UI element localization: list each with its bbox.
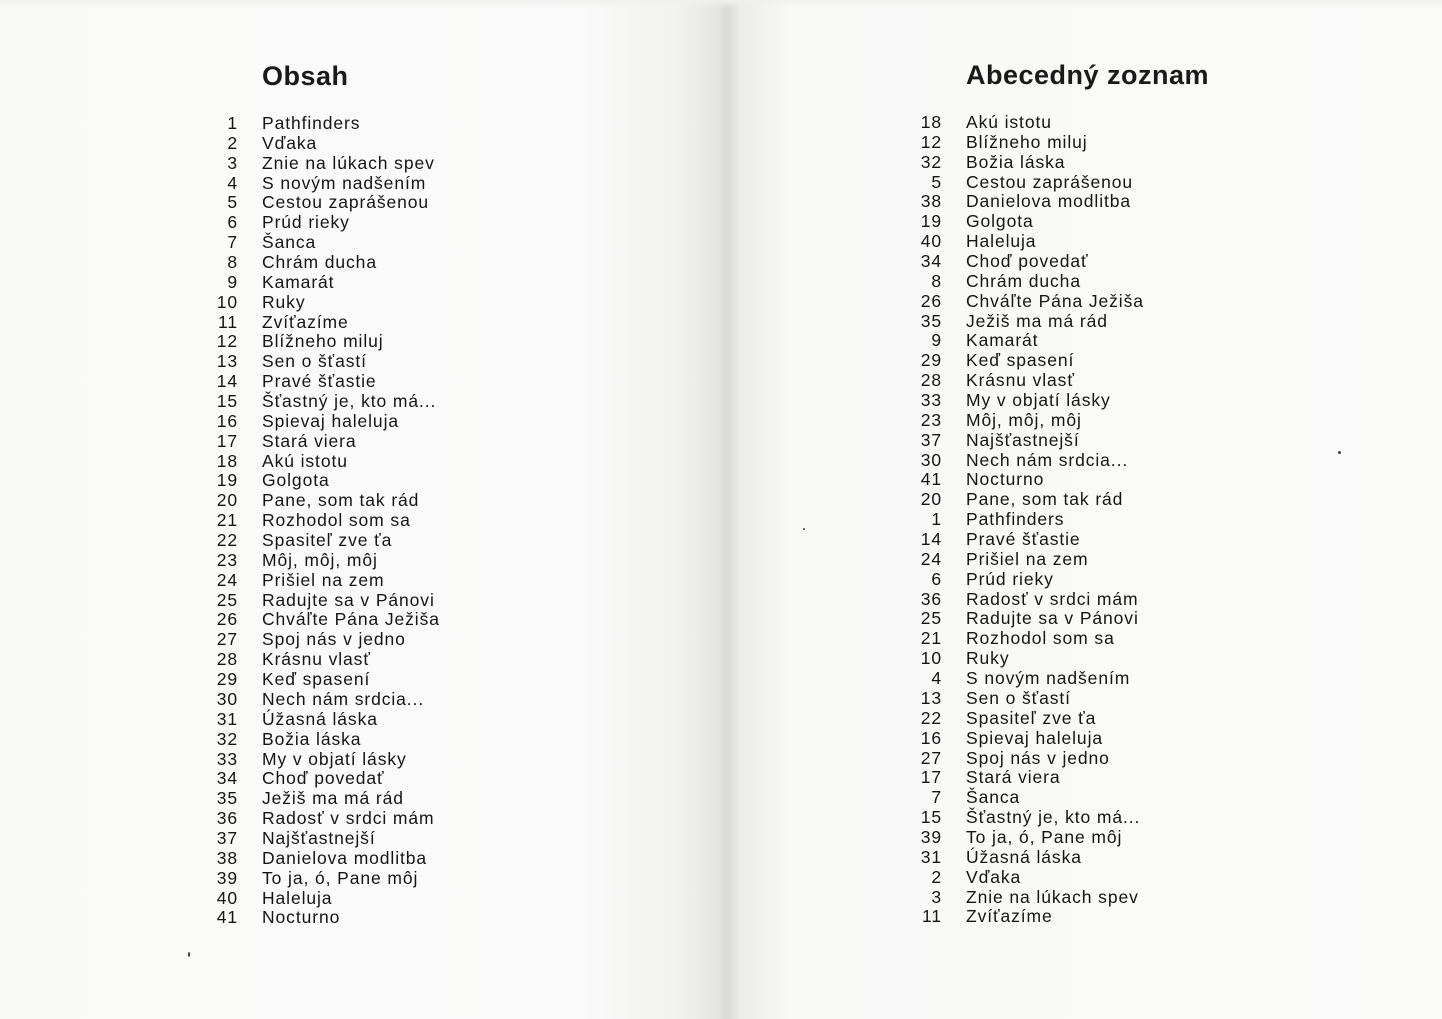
entry-title: Golgota xyxy=(966,211,1034,232)
entry-title: Rozhodol som sa xyxy=(262,510,411,531)
entry-number: 19 xyxy=(216,470,238,491)
entry-row xyxy=(912,133,1144,153)
entry-number: 38 xyxy=(920,191,942,212)
entry-title: Prúd rieky xyxy=(966,568,1054,589)
entry-row xyxy=(912,828,1144,848)
entry-number: 17 xyxy=(920,767,942,788)
entry-number: 36 xyxy=(920,588,942,609)
entry-title: Blížneho miluj xyxy=(262,331,384,352)
entry-title: Pravé šťastie xyxy=(966,529,1081,550)
right-page-alphabetical-index xyxy=(727,0,1442,1019)
entry-row xyxy=(912,252,1144,272)
entry-number: 16 xyxy=(920,727,942,748)
entry-number: 24 xyxy=(216,569,238,590)
entry-title: Vďaka xyxy=(966,866,1022,887)
entry-title: Pane, som tak rád xyxy=(966,489,1124,510)
entry-number: 18 xyxy=(216,450,238,471)
entry-title: Ruky xyxy=(966,648,1010,669)
entry-number: 27 xyxy=(216,629,238,650)
entry-number: 7 xyxy=(227,232,238,253)
entry-title: Danielova modlitba xyxy=(262,847,428,868)
entry-number: 14 xyxy=(920,529,942,550)
entry-row xyxy=(912,113,1144,133)
alphabetical-index-list xyxy=(912,113,1144,927)
entry-row xyxy=(912,848,1144,868)
entry-title: Kamarát xyxy=(966,330,1039,351)
entry-title: Ruky xyxy=(262,291,306,312)
entry-row xyxy=(912,431,1144,451)
entry-title: Keď spasení xyxy=(966,350,1075,371)
entry-title: Haleluja xyxy=(262,887,333,908)
entry-row xyxy=(912,232,1144,252)
entry-title: Chrám ducha xyxy=(262,252,377,273)
entry-title: Ježiš ma má rád xyxy=(262,788,404,809)
alphabetical-index-heading: Abecedný zoznam xyxy=(966,60,1210,90)
entry-row xyxy=(912,331,1144,351)
entry-row xyxy=(912,888,1144,908)
entry-row xyxy=(200,174,440,194)
entry-title: Pane, som tak rád xyxy=(262,490,420,511)
entry-title: Chváľte Pána Ježiša xyxy=(262,609,440,630)
entry-row xyxy=(200,551,440,571)
entry-title: Znie na lúkach spev xyxy=(966,886,1139,907)
entry-row xyxy=(200,630,440,650)
entry-row xyxy=(912,530,1144,550)
entry-number: 39 xyxy=(216,867,238,888)
entry-row xyxy=(912,173,1144,193)
entry-title: Božia láska xyxy=(262,728,362,749)
entry-number: 15 xyxy=(216,391,238,412)
entry-row xyxy=(200,610,440,630)
entry-row xyxy=(200,889,440,909)
entry-title: Radujte sa v Pánovi xyxy=(966,608,1139,629)
entry-row xyxy=(200,332,440,352)
entry-title: Nocturno xyxy=(262,907,341,928)
entry-number: 12 xyxy=(216,331,238,352)
entry-title: Úžasná láska xyxy=(966,846,1082,867)
entry-title: Cestou zaprášenou xyxy=(262,192,430,213)
entry-number: 28 xyxy=(920,370,942,391)
entry-number: 34 xyxy=(216,768,238,789)
entry-title: Chváľte Pána Ježiša xyxy=(966,290,1144,311)
entry-title: Nocturno xyxy=(966,469,1045,490)
entry-row xyxy=(912,391,1144,411)
entry-number: 10 xyxy=(920,648,942,669)
entry-row xyxy=(200,869,440,889)
entry-number: 30 xyxy=(216,688,238,709)
entry-number: 2 xyxy=(931,866,942,887)
entry-number: 20 xyxy=(216,490,238,511)
entry-number: 41 xyxy=(920,469,942,490)
entry-number: 33 xyxy=(920,390,942,411)
entry-title: Radujte sa v Pánovi xyxy=(262,589,435,610)
entry-number: 8 xyxy=(931,270,942,291)
entry-title: Nech nám srdcia... xyxy=(262,688,425,709)
entry-row xyxy=(912,649,1144,669)
entry-number: 17 xyxy=(216,430,238,451)
entry-row xyxy=(912,411,1144,431)
entry-number: 34 xyxy=(920,251,942,272)
entry-row xyxy=(200,769,440,789)
entry-row xyxy=(200,412,440,432)
entry-title: Golgota xyxy=(262,470,330,491)
entry-row xyxy=(912,907,1144,927)
entry-title: Prúd rieky xyxy=(262,212,350,233)
entry-row xyxy=(200,372,440,392)
entry-number: 7 xyxy=(931,787,942,808)
entry-row xyxy=(912,749,1144,769)
entry-number: 37 xyxy=(920,429,942,450)
entry-number: 38 xyxy=(216,847,238,868)
entry-number: 9 xyxy=(227,271,238,292)
entry-number: 27 xyxy=(920,747,942,768)
entry-row xyxy=(200,690,440,710)
entry-row xyxy=(200,193,440,213)
entry-number: 11 xyxy=(922,906,942,927)
entry-number: 3 xyxy=(931,886,942,907)
entry-row xyxy=(912,808,1144,828)
entry-row xyxy=(912,868,1144,888)
entry-row xyxy=(912,272,1144,292)
entry-number: 33 xyxy=(216,748,238,769)
entry-title: Prišiel na zem xyxy=(966,548,1089,569)
entry-row xyxy=(200,432,440,452)
entry-title: Blížneho miluj xyxy=(966,131,1088,152)
entry-title: Zvíťazíme xyxy=(262,311,349,332)
entry-number: 21 xyxy=(920,628,942,649)
entry-row xyxy=(200,650,440,670)
entry-title: Chrám ducha xyxy=(966,270,1081,291)
entry-number: 32 xyxy=(216,728,238,749)
entry-title: Rozhodol som sa xyxy=(966,628,1115,649)
entry-row xyxy=(200,491,440,511)
entry-number: 39 xyxy=(920,826,942,847)
entry-number: 5 xyxy=(227,192,238,213)
entry-row xyxy=(200,392,440,412)
entry-row xyxy=(912,709,1144,729)
entry-row xyxy=(912,729,1144,749)
entry-number: 32 xyxy=(920,151,942,172)
entry-row xyxy=(200,114,440,134)
entry-title: Akú istotu xyxy=(966,112,1052,132)
entry-title: Kamarát xyxy=(262,271,335,292)
entry-title: Najšťastnejší xyxy=(262,827,376,848)
entry-row xyxy=(912,292,1144,312)
entry-number: 20 xyxy=(920,489,942,510)
entry-row xyxy=(912,490,1144,510)
entry-title: Sen o šťastí xyxy=(966,687,1071,708)
entry-number: 36 xyxy=(216,808,238,829)
entry-number: 6 xyxy=(931,568,942,589)
entry-row xyxy=(912,351,1144,371)
entry-title: Ježiš ma má rád xyxy=(966,310,1108,331)
entry-number: 30 xyxy=(920,449,942,470)
entry-title: S novým nadšením xyxy=(966,668,1131,689)
entry-row xyxy=(200,471,440,491)
entry-row xyxy=(912,153,1144,173)
entry-title: Radosť v srdci mám xyxy=(966,588,1139,609)
entry-number: 19 xyxy=(920,211,942,232)
entry-row xyxy=(200,233,440,253)
entry-title: Zvíťazíme xyxy=(966,906,1053,927)
entry-number: 41 xyxy=(216,907,238,928)
scan-speck xyxy=(803,528,805,530)
entry-number: 22 xyxy=(216,530,238,551)
entry-row xyxy=(200,591,440,611)
entry-row xyxy=(200,273,440,293)
entry-number: 13 xyxy=(920,687,942,708)
entry-number: 5 xyxy=(931,171,942,192)
entry-title: Spasiteľ zve ťa xyxy=(262,530,393,551)
entry-title: Vďaka xyxy=(262,132,318,153)
entry-title: Pathfinders xyxy=(262,113,361,133)
entry-title: Šanca xyxy=(262,232,317,253)
entry-number: 37 xyxy=(216,827,238,848)
entry-row xyxy=(912,629,1144,649)
entry-title: Môj, môj, môj xyxy=(966,409,1082,430)
entry-title: Cestou zaprášenou xyxy=(966,171,1134,192)
entry-title: Danielova modlitba xyxy=(966,191,1132,212)
entry-number: 26 xyxy=(920,290,942,311)
entry-number: 11 xyxy=(218,311,238,332)
entry-row xyxy=(912,451,1144,471)
entry-number: 25 xyxy=(216,589,238,610)
entry-row xyxy=(200,253,440,273)
entry-title: My v objatí lásky xyxy=(966,390,1111,411)
entry-title: Sen o šťastí xyxy=(262,351,367,372)
entry-number: 23 xyxy=(216,549,238,570)
entry-number: 28 xyxy=(216,649,238,670)
entry-number: 6 xyxy=(227,212,238,233)
entry-row xyxy=(200,789,440,809)
entry-number: 31 xyxy=(216,708,238,729)
entry-number: 29 xyxy=(216,669,238,690)
entry-row xyxy=(200,908,440,928)
entry-title: Choď povedať xyxy=(966,251,1089,272)
entry-title: Spievaj haleluja xyxy=(966,727,1103,748)
entry-row xyxy=(912,590,1144,610)
entry-row xyxy=(200,313,440,333)
entry-row xyxy=(200,849,440,869)
entry-number: 16 xyxy=(216,410,238,431)
entry-number: 13 xyxy=(216,351,238,372)
entry-title: Šťastný je, kto má... xyxy=(262,391,437,412)
entry-row xyxy=(912,312,1144,332)
entry-title: S novým nadšením xyxy=(262,172,427,193)
entry-title: Božia láska xyxy=(966,151,1066,172)
entry-title: Stará viera xyxy=(966,767,1061,788)
entry-row xyxy=(200,531,440,551)
scan-speck xyxy=(188,952,190,957)
entry-row xyxy=(912,768,1144,788)
entry-row xyxy=(200,154,440,174)
scan-speck xyxy=(1338,451,1341,454)
entry-number: 1 xyxy=(931,509,942,530)
entry-number: 3 xyxy=(227,152,238,173)
entry-row xyxy=(200,670,440,690)
entry-title: Stará viera xyxy=(262,430,357,451)
contents-list xyxy=(200,114,440,928)
entry-number: 9 xyxy=(931,330,942,351)
contents-heading: Obsah xyxy=(262,61,349,91)
entry-title: Krásnu vlasť xyxy=(966,370,1075,391)
entry-row xyxy=(912,212,1144,232)
entry-row xyxy=(200,750,440,770)
entry-row xyxy=(200,213,440,233)
entry-number: 29 xyxy=(920,350,942,371)
entry-number: 31 xyxy=(920,846,942,867)
entry-title: Šťastný je, kto má... xyxy=(966,807,1141,828)
entry-number: 35 xyxy=(216,788,238,809)
entry-row xyxy=(912,788,1144,808)
entry-number: 21 xyxy=(216,510,238,531)
entry-row xyxy=(912,570,1144,590)
entry-title: Spoj nás v jedno xyxy=(262,629,406,650)
entry-row xyxy=(912,609,1144,629)
entry-row xyxy=(912,192,1144,212)
entry-title: Môj, môj, môj xyxy=(262,549,378,570)
entry-title: Najšťastnejší xyxy=(966,429,1080,450)
entry-title: Pravé šťastie xyxy=(262,371,377,392)
entry-title: Radosť v srdci mám xyxy=(262,808,435,829)
entry-number: 14 xyxy=(216,371,238,392)
entry-title: Pathfinders xyxy=(966,509,1065,530)
entry-row xyxy=(200,134,440,154)
entry-number: 18 xyxy=(920,112,942,132)
entry-number: 2 xyxy=(227,132,238,153)
entry-row xyxy=(200,710,440,730)
entry-row xyxy=(200,352,440,372)
entry-row xyxy=(912,510,1144,530)
entry-row xyxy=(200,730,440,750)
entry-row xyxy=(200,809,440,829)
entry-title: Úžasná láska xyxy=(262,708,378,729)
entry-title: To ja, ó, Pane môj xyxy=(966,826,1123,847)
entry-row xyxy=(200,293,440,313)
entry-row xyxy=(200,511,440,531)
entry-number: 1 xyxy=(227,113,238,133)
entry-title: Akú istotu xyxy=(262,450,348,471)
entry-number: 12 xyxy=(920,131,942,152)
entry-row xyxy=(912,371,1144,391)
entry-number: 25 xyxy=(920,608,942,629)
entry-number: 8 xyxy=(227,252,238,273)
entry-number: 22 xyxy=(920,707,942,728)
entry-title: Spoj nás v jedno xyxy=(966,747,1110,768)
entry-title: Spievaj haleluja xyxy=(262,410,399,431)
entry-number: 40 xyxy=(920,231,942,252)
entry-title: Krásnu vlasť xyxy=(262,649,371,670)
entry-number: 4 xyxy=(931,668,942,689)
entry-title: Haleluja xyxy=(966,231,1037,252)
entry-row xyxy=(200,571,440,591)
entry-title: Šanca xyxy=(966,787,1021,808)
entry-title: Znie na lúkach spev xyxy=(262,152,435,173)
entry-row xyxy=(200,452,440,472)
entry-number: 26 xyxy=(216,609,238,630)
entry-number: 4 xyxy=(227,172,238,193)
entry-title: To ja, ó, Pane môj xyxy=(262,867,419,888)
entry-number: 15 xyxy=(920,807,942,828)
entry-row xyxy=(912,669,1144,689)
entry-title: Nech nám srdcia... xyxy=(966,449,1129,470)
entry-row xyxy=(912,470,1144,490)
entry-number: 10 xyxy=(216,291,238,312)
entry-number: 40 xyxy=(216,887,238,908)
entry-number: 24 xyxy=(920,548,942,569)
entry-number: 35 xyxy=(920,310,942,331)
entry-number: 23 xyxy=(920,409,942,430)
entry-row xyxy=(912,689,1144,709)
entry-title: My v objatí lásky xyxy=(262,748,407,769)
entry-title: Choď povedať xyxy=(262,768,385,789)
entry-title: Spasiteľ zve ťa xyxy=(966,707,1097,728)
entry-row xyxy=(200,829,440,849)
entry-title: Keď spasení xyxy=(262,669,371,690)
entry-title: Prišiel na zem xyxy=(262,569,385,590)
entry-row xyxy=(912,550,1144,570)
